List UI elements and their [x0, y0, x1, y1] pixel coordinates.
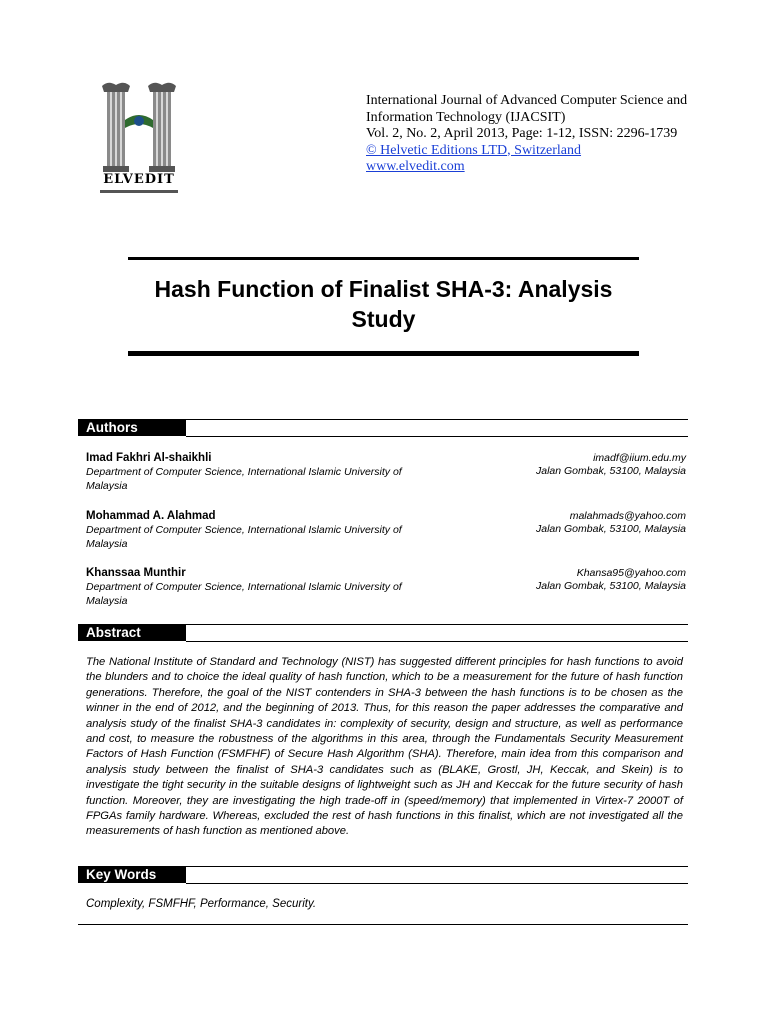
- journal-volume: Vol. 2, No. 2, April 2013, Page: 1-12, ISSN: 2296-1739: [366, 126, 678, 141]
- author-name: Imad Fakhri Al-shaikhli: [86, 452, 212, 464]
- website-link[interactable]: www.elvedit.com: [366, 159, 465, 174]
- author-department-line1: Department of Computer Science, International Islamic University of: [86, 581, 402, 593]
- author-department-line2: Malaysia: [86, 479, 128, 492]
- keywords-label: Key Words: [78, 866, 186, 883]
- author-department: [86, 581, 446, 608]
- paper-title: [128, 274, 639, 334]
- author-department-line1: Department of Computer Science, International Islamic University of: [86, 524, 402, 536]
- author-department-line1: Department of Computer Science, International Islamic University of: [86, 466, 402, 478]
- paper-title-line1: Hash Function of Finalist SHA-3: Analysis: [154, 276, 613, 302]
- author-department: [86, 524, 446, 551]
- section-rule: [186, 436, 688, 437]
- keywords-bottom-rule: [78, 924, 688, 925]
- abstract-section-header: [78, 623, 688, 641]
- keywords-text: Complexity, FSMFHF, Performance, Security.: [86, 898, 317, 910]
- author-department-line2: Malaysia: [86, 594, 128, 607]
- journal-info: [366, 93, 706, 176]
- author-address: Jalan Gombak, 53100, Malaysia: [536, 580, 686, 592]
- author-address: Jalan Gombak, 53100, Malaysia: [536, 465, 686, 477]
- author-address: Jalan Gombak, 53100, Malaysia: [536, 523, 686, 535]
- author-block: [86, 567, 686, 607]
- author-name: Mohammad A. Alahmad: [86, 510, 216, 522]
- section-rule: [186, 624, 688, 625]
- section-rule: [186, 419, 688, 420]
- author-email: Khansa95@yahoo.com: [576, 567, 686, 579]
- author-name: Khanssaa Munthir: [86, 567, 186, 579]
- logo-text: ELVEDIT: [103, 172, 175, 187]
- journal-name-line2: Information Technology (IJACSIT): [366, 109, 566, 125]
- journal-name-line1: International Journal of Advanced Computer Science and: [366, 93, 688, 108]
- author-block: [86, 452, 686, 492]
- title-bottom-rule: [128, 351, 639, 356]
- abstract-text: The National Institute of Standard and Technology (NIST) has suggested different principles for hash functions to avoid the blunders and to choice the ideal quality of hash function, which to be a measurement for the future of hash function generations. Therefore, the goal of the NIST contenders in SHA-3 between the hash functions is to be chosen as the winner in the end of 2012, and the beginning of 2013. Thus, for this reason the paper addresses the comparative and analysis study of the finalist SHA-3 candidates in: complexity of security, design and structure, as well as performance and cost, to measure the robustness of the algorithms in this area, through the Fundamentals Security Measurement Factors of Hash Function (FSMFHF) of Secure Hash Algorithm (SHA). Therefore, main idea from this comparison and analysis study between the finalist of SHA-3 candidates such as (BLAKE, Grostl, JH, Keccak, and Skein) is to investigate the tight security in the suitable designs of lightweight such as JH and Keccak for the future security of hash function. Moreover, they are investigating the high trade-off in (speed/memory) that implemented in Virtex-7 2000T of FPGAs family hardware. Whereas, excluded the rest of hash functions in this finalist, which are not investigated all the measurements of hash function as mentioned above.: [86, 656, 683, 838]
- section-rule: [186, 883, 688, 884]
- authors-section-header: [78, 418, 688, 436]
- section-rule: [186, 866, 688, 867]
- title-top-rule: [128, 257, 639, 260]
- author-email: imadf@iium.edu.my: [593, 452, 686, 464]
- abstract-label: Abstract: [78, 624, 186, 641]
- paper-title-line2: Study: [351, 306, 416, 332]
- author-department: [86, 466, 446, 493]
- keywords-section-header: [78, 865, 688, 883]
- section-rule: [186, 641, 688, 642]
- publisher-link[interactable]: © Helvetic Editions LTD, Switzerland: [366, 142, 582, 158]
- author-email: malahmads@yahoo.com: [569, 510, 686, 522]
- author-block: [86, 510, 686, 550]
- author-department-line2: Malaysia: [86, 537, 128, 550]
- authors-label: Authors: [78, 419, 186, 436]
